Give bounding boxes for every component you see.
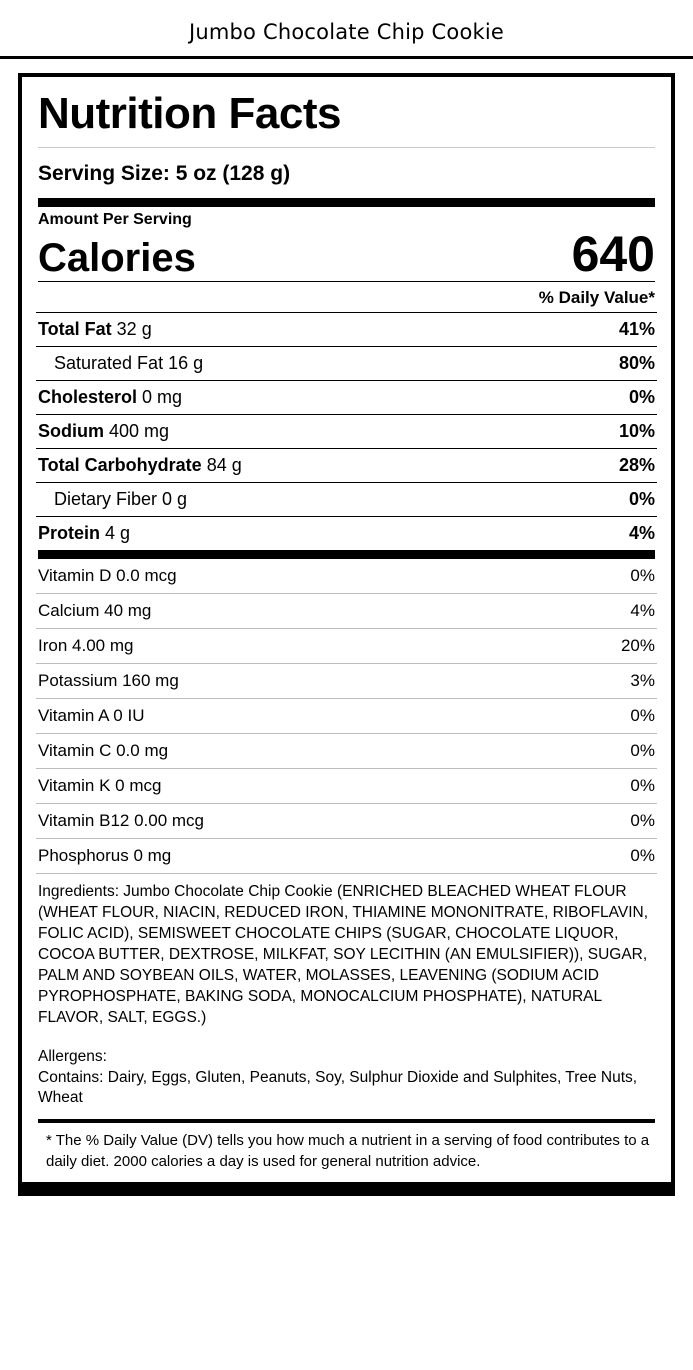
divider-thick-top (38, 198, 655, 207)
vitamin-row (36, 838, 657, 873)
calories-row (36, 226, 657, 283)
title-divider (0, 56, 693, 59)
vitamin-row (36, 698, 657, 733)
vitamin-daily-value: 0% (630, 706, 655, 726)
nutrient-daily-value: 0% (628, 387, 655, 408)
nutrient-daily-value: 4% (628, 523, 655, 544)
allergens-block (36, 1033, 657, 1120)
vitamin-row (36, 768, 657, 803)
vitamin-row (36, 559, 657, 593)
nutrient-name: Dietary Fiber 0 g (54, 489, 188, 510)
vitamin-daily-value: 20% (620, 636, 655, 656)
calories-value: 640 (571, 226, 655, 283)
daily-value-footnote: * The % Daily Value (DV) tells you how much a nutrient in a serving of food contributes to a daily diet. 2000 calories a day is used for general nutrition advice. (38, 1119, 655, 1182)
nutrient-name: Cholesterol 0 mg (38, 387, 183, 408)
vitamin-daily-value: 0% (630, 811, 655, 831)
nutrient-daily-value: 28% (618, 455, 655, 476)
nutrient-daily-value: 0% (628, 489, 655, 510)
vitamin-row (36, 593, 657, 628)
nutrient-name: Protein 4 g (38, 523, 131, 544)
product-title: Jumbo Chocolate Chip Cookie (188, 20, 505, 44)
vitamin-row (36, 733, 657, 768)
vitamin-name: Calcium 40 mg (38, 601, 152, 621)
vitamin-row (36, 663, 657, 698)
vitamin-name: Vitamin C 0.0 mg (38, 741, 169, 761)
divider-thick-bottom (38, 550, 655, 559)
vitamin-daily-value: 0% (630, 776, 655, 796)
nutrient-name: Total Fat 32 g (38, 319, 152, 340)
nutrient-row (36, 516, 657, 550)
bottom-bar (18, 1186, 675, 1196)
nutrient-name: Total Carbohydrate 84 g (38, 455, 242, 476)
vitamin-name: Iron 4.00 mg (38, 636, 134, 656)
allergens-heading: Allergens: (38, 1047, 107, 1065)
main-nutrient-list (36, 312, 657, 550)
vitamin-daily-value: 0% (630, 846, 655, 866)
page-title: Nutrition Facts (38, 89, 341, 138)
vitamin-name: Phosphorus 0 mg (38, 846, 172, 866)
vitamin-daily-value: 0% (630, 741, 655, 761)
serving-size: Serving Size: 5 oz (128 g) (38, 162, 291, 186)
daily-value-header: % Daily Value* (538, 288, 655, 308)
vitamin-daily-value: 0% (630, 566, 655, 586)
nutrient-row (36, 448, 657, 482)
calories-label: Calories (38, 236, 196, 281)
vitamin-name: Vitamin B12 0.00 mcg (38, 811, 204, 831)
vitamin-row (36, 803, 657, 838)
nutrition-facts-panel (18, 73, 675, 1186)
nutrient-daily-value: 41% (618, 319, 655, 340)
vitamin-name: Vitamin A 0 IU (38, 706, 145, 726)
vitamin-daily-value: 3% (630, 671, 655, 691)
vitamin-name: Potassium 160 mg (38, 671, 179, 691)
nutrient-daily-value: 80% (618, 353, 655, 374)
nutrient-row (36, 346, 657, 380)
vitamin-list (36, 559, 657, 873)
allergens-text: Contains: Dairy, Eggs, Gluten, Peanuts, Soy, Sulphur Dioxide and Sulphites, Tree Nuts, Wheat (38, 1068, 638, 1107)
amount-per-serving-label: Amount Per Serving (38, 211, 192, 229)
vitamin-row (36, 628, 657, 663)
ingredients-text: Ingredients: Jumbo Chocolate Chip Cookie (ENRICHED BLEACHED WHEAT FLOUR (WHEAT FLOUR, NIACIN, REDUCED IRON, THIAMINE MONONITRATE, RIBOFLAVIN, FOLIC ACID), SEMISWEET CHOCOLATE CHIPS (SUGAR, CHOCOLATE LIQUOR, COCOA BUTTER, DEXTROSE, MILKFAT, SOY LECITHIN (AN EMULSIFIER)), SUGAR, PALM AND SOYBEAN OILS, WATER, MOLASSES, LEAVENING (SODIUM ACID PYROPHOSPHATE, BAKING SODA, MONOCALCIUM PHOSPHATE), NATURAL FLAVOR, SALT, EGGS.) (36, 873, 657, 1032)
nutrient-daily-value: 10% (618, 421, 655, 442)
vitamin-name: Vitamin K 0 mcg (38, 776, 162, 796)
nutrient-name: Sodium 400 mg (38, 421, 170, 442)
nutrient-row (36, 380, 657, 414)
vitamin-name: Vitamin D 0.0 mcg (38, 566, 177, 586)
nutrient-row (36, 414, 657, 448)
nutrient-row (36, 312, 657, 346)
nutrient-row (36, 482, 657, 516)
nutrient-name: Saturated Fat 16 g (54, 353, 204, 374)
vitamin-daily-value: 4% (630, 601, 655, 621)
